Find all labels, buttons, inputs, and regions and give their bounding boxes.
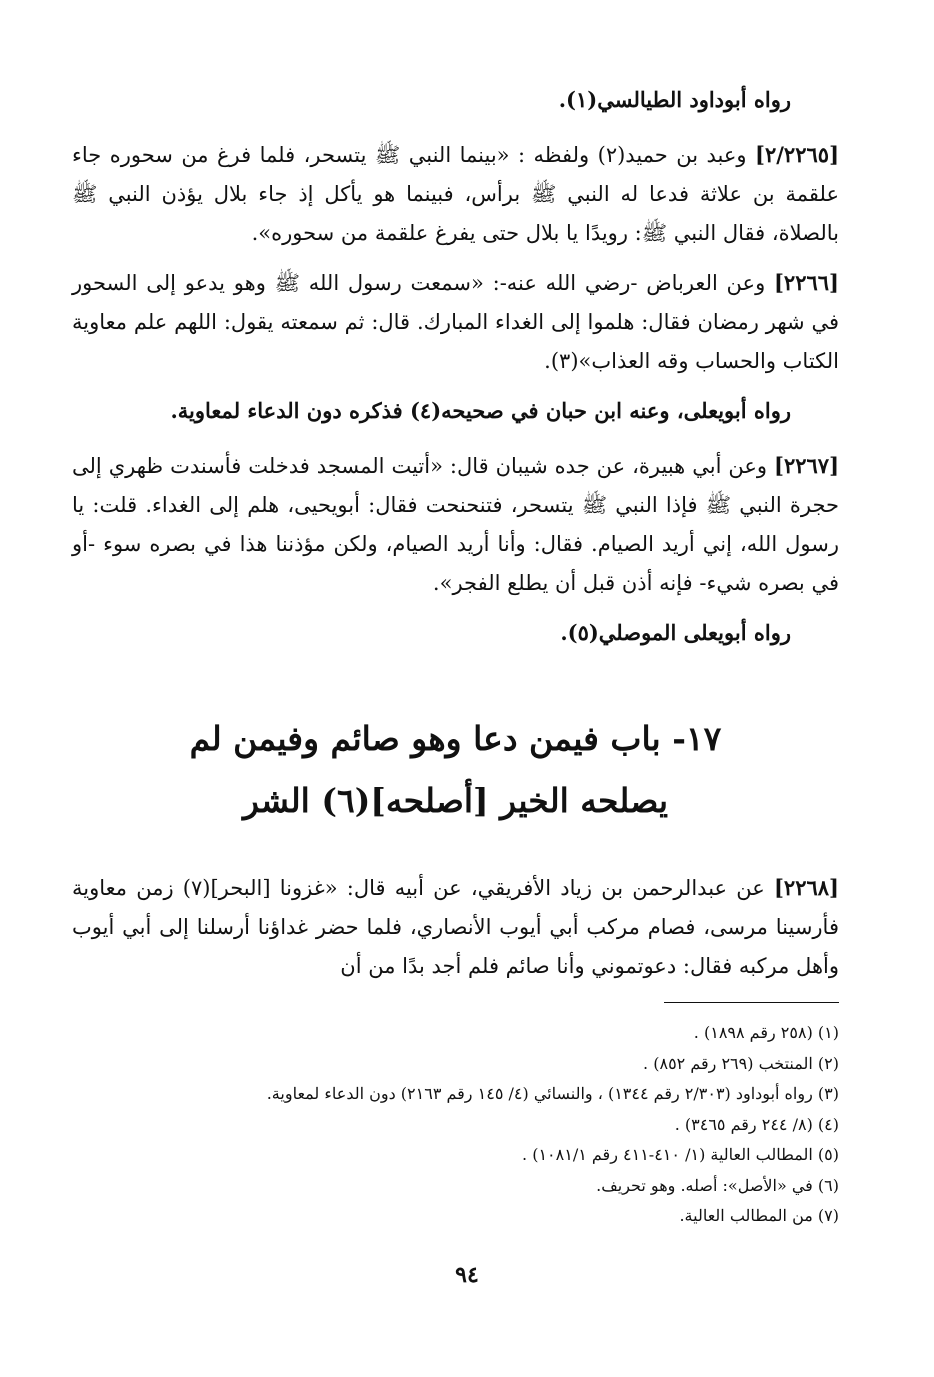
hadith-number: [٢٢٦٧] <box>774 453 839 478</box>
hadith-text: وعن العرباض -رضي الله عنه-: «سمعت رسول الله ﷺ وهو يدعو إلى السحور في شهر رمضان فقال: هلموا إلى الغداء المبارك. قال: ثم سمعته يقول: اللهم علم معاوية الكتاب والحساب وقه العذاب»(٣). <box>72 271 839 373</box>
hadith-text: وعن أبي هبيرة، عن جده شيبان قال: «أتيت المسجد فدخلت فأسندت ظهري إلى حجرة النبي ﷺ فإذا النبي ﷺ يتسحر، فتنحنحت فقال: أبويحيى، هلم إلى الغداء. قلت: يا رسول الله، إني أريد الصيام. فقال: وأنا أريد الصيام، ولكن مؤذننا هذا في بصره سوء -أو في بصره شيء- فإنه أذن قبل أن يطلع الفجر». <box>72 454 839 595</box>
hadith-number: [٢٢٦٨] <box>773 875 839 900</box>
footnote: (٣) رواه أبوداود (٢/٣٠٣ رقم ١٣٤٤) ، والنسائي (٤/ ١٤٥ رقم ٢١٦٣) دون الدعاء لمعاوية. <box>266 1084 839 1103</box>
reference-line: رواه أبويعلى، وعنه ابن حبان في صحيحه(٤) فذكره دون الدعاء لمعاوية. <box>170 398 791 423</box>
hadith-paragraph <box>72 868 839 986</box>
footnote: (٢) المنتخب (٢٦٩ رقم ٨٥٢) . <box>643 1053 839 1073</box>
hadith-number: [٢٢٦٦] <box>773 270 839 295</box>
chapter-title <box>72 708 839 832</box>
hadith-paragraph <box>72 135 839 253</box>
reference-line: رواه أبويعلى الموصلي(٥). <box>560 620 791 645</box>
hadith-paragraph <box>72 263 839 381</box>
chapter-title-line: ١٧- باب فيمن دعا وهو صائم وفيمن لم <box>189 719 722 758</box>
page-number: ٩٤ <box>455 1262 479 1288</box>
footnote: (٥) المطالب العالية (١/ ٤١٠-٤١١ رقم ١٠٨١/١) . <box>522 1145 839 1164</box>
main-text <box>72 80 839 668</box>
footnote-divider <box>664 1002 839 1003</box>
reference-line: رواه أبوداود الطيالسي(١). <box>558 87 791 112</box>
footnote: (٦) في «الأصل»: أصله. وهو تحريف. <box>596 1175 839 1195</box>
hadith-paragraph <box>72 446 839 603</box>
hadith-text: وعبد بن حميد(٢) ولفظه : «بينما النبي ﷺ يتسحر، فلما فرغ من سحوره جاء علقمة بن علاثة فدعا له النبي ﷺ برأس، فبينما هو يأكل إذ جاء بلال يؤذن النبي ﷺ بالصلاة، فقال النبي ﷺ: رويدًا يا بلال حتى يفرغ علقمة من سحوره». <box>72 143 839 245</box>
section-text <box>72 868 839 986</box>
footnote: (١) (٢٥٨ رقم ١٨٩٨) . <box>693 1023 839 1042</box>
footnotes <box>72 1018 839 1232</box>
footnote: (٧) من المطالب العالية. <box>679 1206 839 1225</box>
hadith-number: [٢/٢٢٦٥] <box>755 142 839 167</box>
chapter-title-line: يصلحه الخير [أصلحه](٦) الشر <box>242 781 669 820</box>
footnote: (٤) (٨/ ٢٤٤ رقم ٣٤٦٥) . <box>674 1114 839 1134</box>
hadith-text: عن عبدالرحمن بن زياد الأفريقي، عن أبيه قال: «غزونا [البحر](٧) زمن معاوية فأرسينا مرسى، فصام مركب أبي أيوب الأنصاري، فلما حضر غداؤنا أرسلنا إلى أبي أيوب وأهل مركبه فقال: دعوتموني وأنا صائم فلم أجد بدًا من أن <box>72 876 839 978</box>
